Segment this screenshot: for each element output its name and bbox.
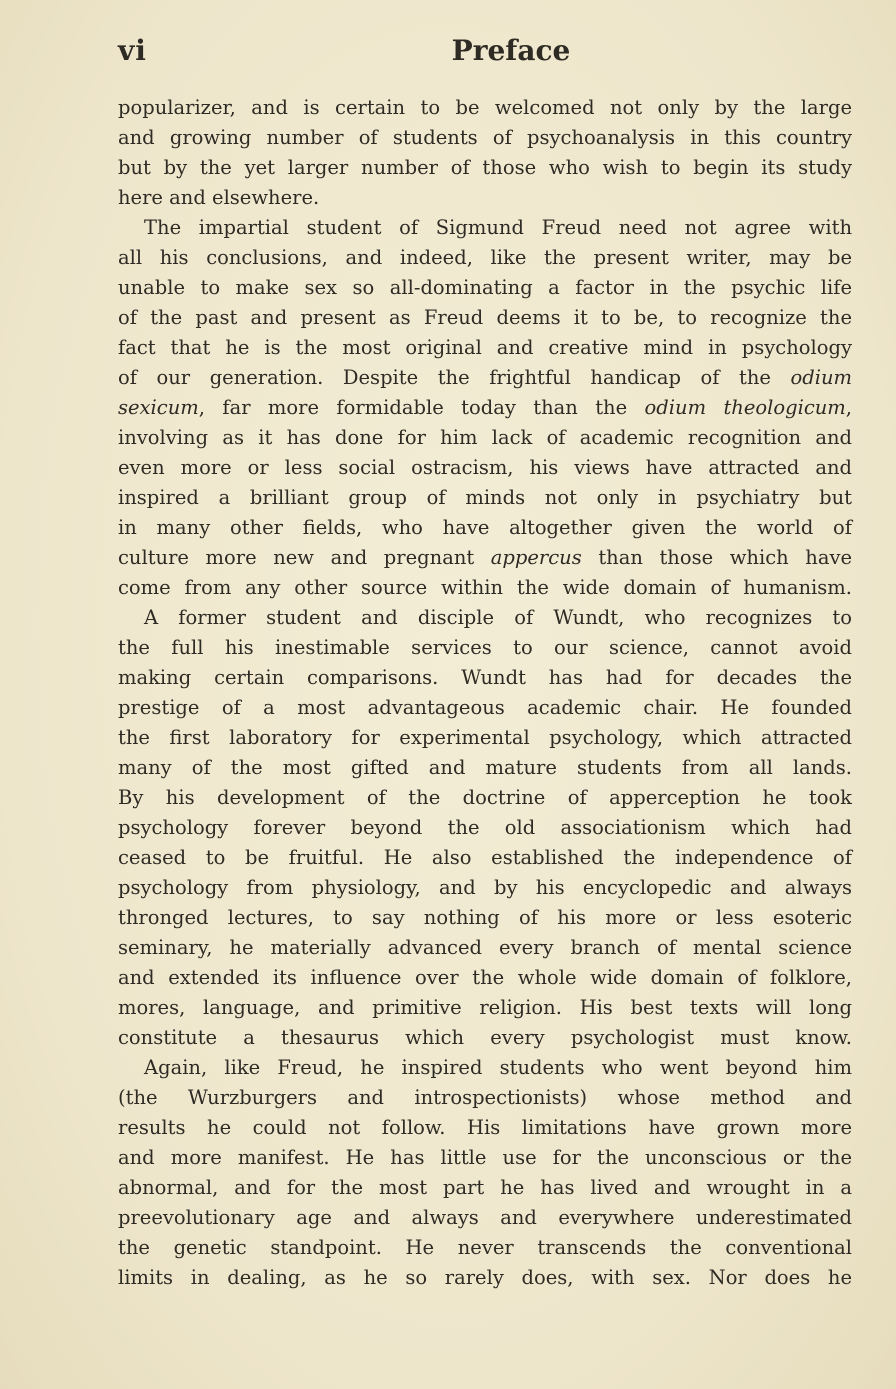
text-line: preevolutionary age and always and everywhere underestimated: [118, 1206, 852, 1229]
text-line: and growing number of students of psychoanalysis in this country: [118, 126, 852, 149]
text-line: the genetic standpoint. He never transcends the conventional: [118, 1236, 852, 1259]
text-line: prestige of a most advantageous academic chair. He founded: [118, 696, 852, 719]
text-line: come from any other source within the wide domain of humanism.: [118, 576, 852, 599]
text-line: making certain comparisons. Wundt has had for decades the: [118, 666, 852, 689]
page-header: [118, 34, 844, 74]
text-line: and more manifest. He has little use for the unconscious or the: [118, 1146, 852, 1169]
text-line: culture more new and pregnant appercus than those which have: [118, 546, 853, 569]
text-line: popularizer, and is certain to be welcomed not only by the large: [118, 96, 852, 119]
text-line: even more or less social ostracism, his views have attracted and: [118, 456, 852, 479]
text-line: (the Wurzburgers and introspectionists) whose method and: [118, 1086, 852, 1109]
text-line: all his conclusions, and indeed, like the present writer, may be: [118, 246, 852, 269]
text-line: limits in dealing, as he so rarely does, with sex. Nor does he: [118, 1266, 852, 1289]
text-line: but by the yet larger number of those who wish to begin its study: [118, 156, 852, 179]
text-line: results he could not follow. His limitations have grown more: [118, 1116, 852, 1139]
text-line: mores, language, and primitive religion. His best texts will long: [118, 996, 852, 1019]
text-line: A former student and disciple of Wundt, who recognizes to: [144, 606, 852, 629]
text-line: abnormal, and for the most part he has lived and wrought in a: [118, 1176, 852, 1199]
text-line: psychology forever beyond the old associationism which had: [118, 816, 852, 839]
running-title: Preface: [451, 34, 571, 67]
text-line: and extended its influence over the whole wide domain of folklore,: [118, 966, 852, 989]
paragraph: [118, 603, 852, 1053]
text-line: the first laboratory for experimental psychology, which attracted: [118, 726, 852, 749]
text-line: many of the most gifted and mature students from all lands.: [118, 756, 852, 779]
text-line: psychology from physiology, and by his encyclopedic and always: [118, 876, 852, 899]
text-line: in many other fields, who have altogether given the world of: [118, 516, 852, 539]
paragraph: [118, 213, 852, 603]
text-line: Again, like Freud, he inspired students who went beyond him: [144, 1056, 852, 1079]
text-line: involving as it has done for him lack of academic recognition and: [118, 426, 852, 449]
text-line: seminary, he materially advanced every branch of mental science: [118, 936, 852, 959]
page-number: vi: [118, 34, 147, 67]
text-line: By his development of the doctrine of apperception he took: [118, 786, 852, 809]
paragraph: [118, 93, 852, 213]
text-line: the full his inestimable services to our science, cannot avoid: [118, 636, 852, 659]
text-line: fact that he is the most original and creative mind in psychology: [118, 336, 852, 359]
text-line: constitute a thesaurus which every psychologist must know.: [118, 1026, 852, 1049]
text-line: unable to make sex so all-dominating a factor in the psychic life: [118, 276, 852, 299]
paragraph: [118, 1053, 852, 1293]
text-line: thronged lectures, to say nothing of his more or less esoteric: [118, 906, 852, 929]
text-line: here and elsewhere.: [118, 186, 320, 209]
text-line: of our generation. Despite the frightful handicap of the odium: [118, 366, 852, 389]
body-text: [118, 93, 852, 1293]
text-line: of the past and present as Freud deems it to be, to recognize the: [118, 306, 852, 329]
text-line: The impartial student of Sigmund Freud need not agree with: [144, 216, 852, 239]
text-line: sexicum, far more formidable today than the odium theologicum,: [118, 396, 852, 419]
text-line: inspired a brilliant group of minds not only in psychiatry but: [118, 486, 852, 509]
text-line: ceased to be fruitful. He also established the independence of: [118, 846, 852, 869]
